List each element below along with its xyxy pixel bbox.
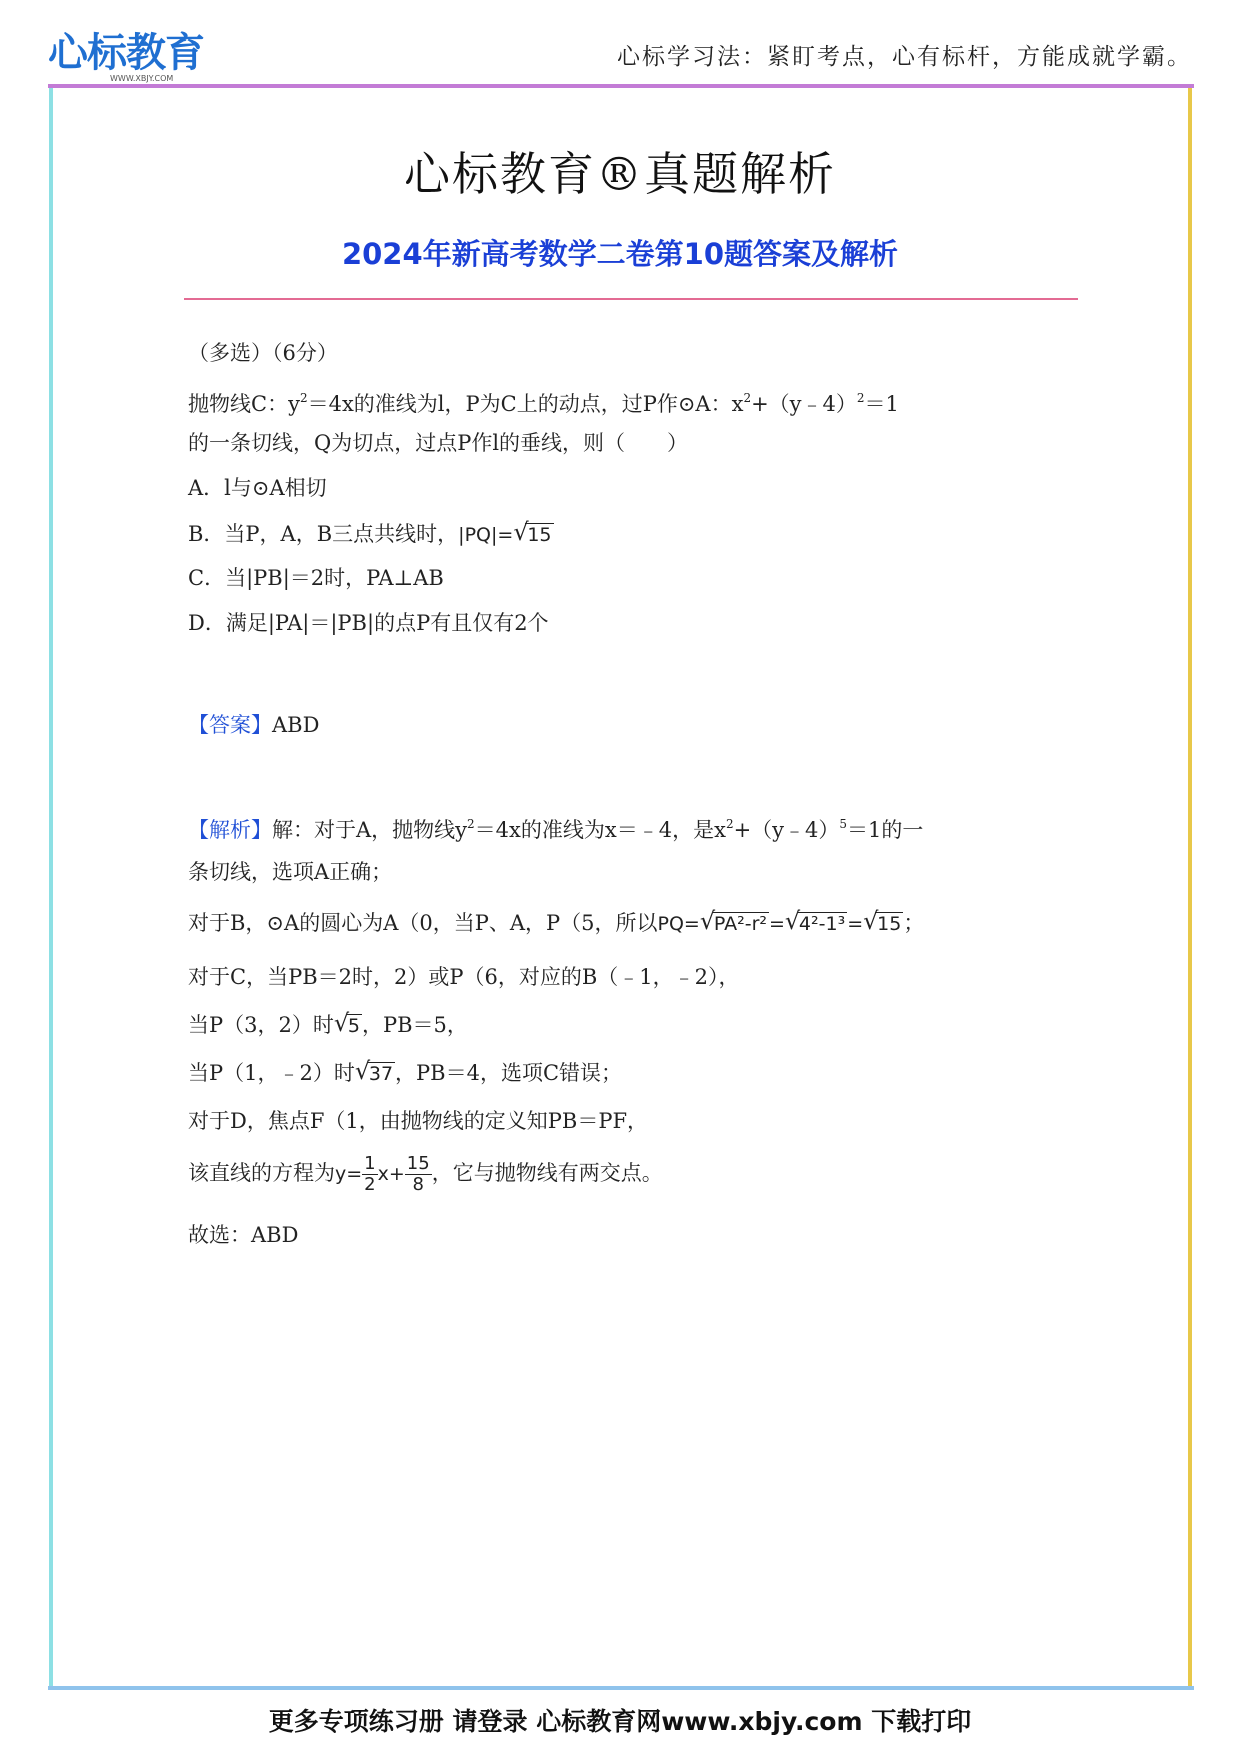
page-subtitle: 2024年新高考数学二卷第10题答案及解析 [341, 237, 899, 271]
option-b: B．当P，A，B三点共线时，|PQ|=√ 15 [188, 519, 554, 550]
option-c: C．当|PB|＝2时，PA⊥AB [188, 566, 444, 590]
header-slogan: 心标学习法：紧盯考点，心有标杆，方能成就学霸。 [617, 44, 1192, 70]
option-d: D．满足|PA|＝|PB|的点P有且仅有2个 [188, 611, 549, 635]
analysis-tag: 【解析】 [188, 818, 272, 842]
option-a: A．l与⊙A相切 [188, 476, 327, 500]
title-divider [184, 298, 1078, 300]
page-title: 心标教育®真题解析 [404, 147, 836, 201]
analysis-line8: 该直线的方程为y= $\frac{1}{2}$ x+ $\frac{15}{8}$ ，它与抛物线有两交点。 [188, 1153, 663, 1195]
logo-url: WWW.XBJY.COM [110, 74, 174, 83]
analysis-line5: 当P（3，2）时√ 5，PB＝5， [188, 1010, 468, 1041]
question-stem-line2: 的一条切线，Q为切点，过点P作l的垂线，则（ ） [188, 431, 689, 455]
right-border [1188, 88, 1192, 1688]
analysis-line6: 当P（1，﹣2）时√ 37，PB＝4，选项C错误； [188, 1058, 622, 1089]
sqrt-symbol: √ 15 [513, 519, 553, 550]
logo-text: 心标教育 [48, 30, 204, 76]
left-border [49, 88, 53, 1688]
analysis-line7: 对于D，焦点F（1，由抛物线的定义知PB＝PF， [188, 1109, 649, 1133]
answer-value: ABD [272, 713, 320, 737]
logo [48, 30, 208, 82]
answer-line [188, 710, 319, 740]
bottom-border [48, 1686, 1194, 1690]
question-type: （多选）（6分） [188, 341, 338, 365]
top-border [48, 84, 1194, 88]
footer-text: 更多专项练习册 请登录 心标教育网www.xbjy.com 下载打印 [268, 1707, 972, 1736]
answer-tag: 【答案】 [188, 713, 272, 737]
question-stem-line1: 抛物线C：$y^2=4x$的准线为l，P为C上的动点，过P作⊙A：$x^2+(y﹣4)^2=1$ [188, 391, 899, 416]
analysis-line2: 条切线，选项A正确； [188, 860, 393, 884]
analysis-line1: 【解析】解：对于A，抛物线$y^2=4x$的准线为x＝﹣4，是$x^2+(y﹣4)^5=1$的一 [188, 817, 924, 842]
analysis-line3: 对于B，⊙A的圆心为A（0，当P、A，P（5，所以PQ=√ PA²-r² =√ 4²-1³ =√ 15； [188, 908, 924, 939]
analysis-conclusion: 故选：ABD [188, 1223, 299, 1247]
analysis-line4: 对于C，当PB＝2时，2）或P（6，对应的B（﹣1，﹣2）， [188, 965, 740, 989]
